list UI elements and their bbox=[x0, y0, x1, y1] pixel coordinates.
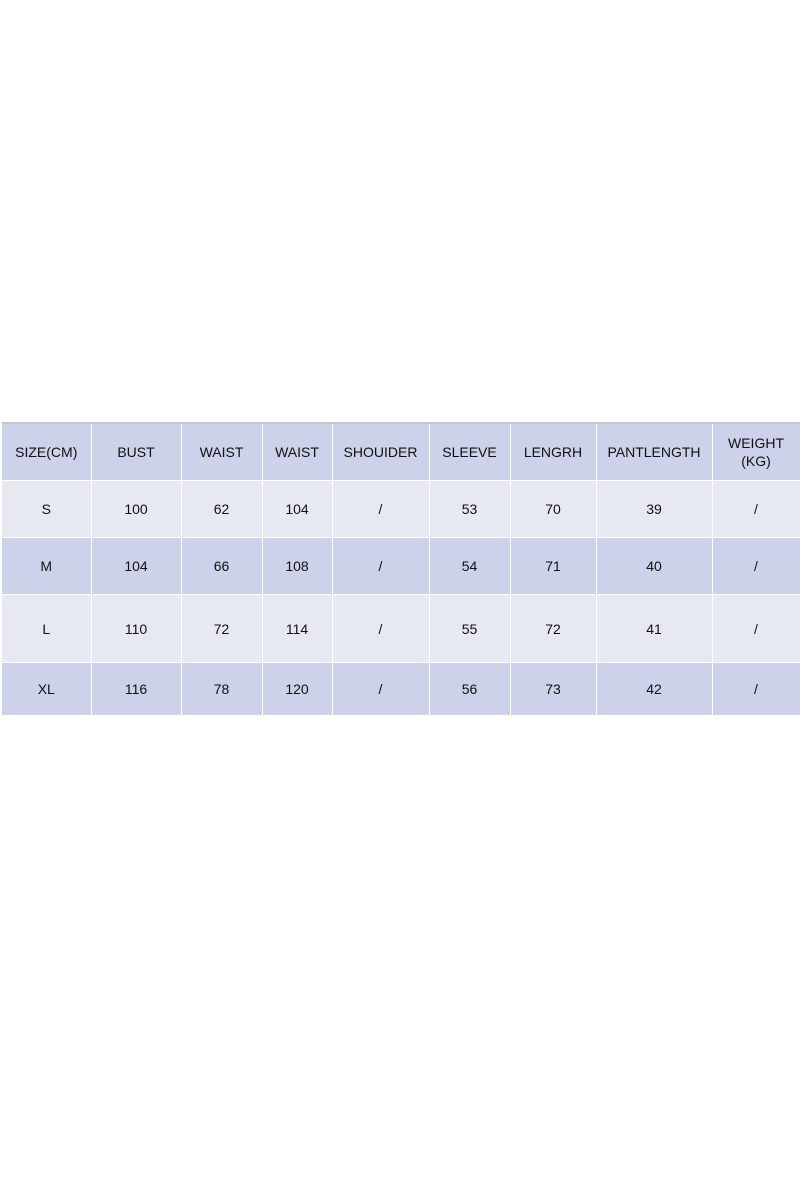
header-cell: SLEEVE bbox=[429, 423, 510, 481]
header-cell: SIZE(CM) bbox=[2, 423, 91, 481]
table-cell: 120 bbox=[262, 663, 332, 716]
table-cell: S bbox=[2, 481, 91, 538]
header-cell: BUST bbox=[91, 423, 181, 481]
table-cell: 114 bbox=[262, 595, 332, 663]
table-cell: 39 bbox=[596, 481, 712, 538]
table-row bbox=[2, 538, 800, 595]
header-cell: SHOUIDER bbox=[332, 423, 429, 481]
table-cell: 72 bbox=[510, 595, 596, 663]
table-cell: 104 bbox=[262, 481, 332, 538]
table-cell: 71 bbox=[510, 538, 596, 595]
header-row bbox=[2, 423, 800, 481]
table-cell: / bbox=[712, 595, 800, 663]
table-cell: 54 bbox=[429, 538, 510, 595]
header-cell: LENGRH bbox=[510, 423, 596, 481]
table-cell: 78 bbox=[181, 663, 262, 716]
table-cell: / bbox=[712, 538, 800, 595]
table-cell: / bbox=[332, 595, 429, 663]
table-cell: 70 bbox=[510, 481, 596, 538]
table-cell: 53 bbox=[429, 481, 510, 538]
table-row bbox=[2, 663, 800, 716]
table-cell: / bbox=[712, 481, 800, 538]
table-cell: 66 bbox=[181, 538, 262, 595]
table-cell: M bbox=[2, 538, 91, 595]
table-cell: L bbox=[2, 595, 91, 663]
size-chart-table bbox=[2, 422, 800, 716]
table-cell: 73 bbox=[510, 663, 596, 716]
table-cell: 40 bbox=[596, 538, 712, 595]
table-cell: 72 bbox=[181, 595, 262, 663]
table-cell: 42 bbox=[596, 663, 712, 716]
table-cell: 108 bbox=[262, 538, 332, 595]
table-cell: 100 bbox=[91, 481, 181, 538]
table-row bbox=[2, 595, 800, 663]
header-cell: PANTLENGTH bbox=[596, 423, 712, 481]
table-cell: XL bbox=[2, 663, 91, 716]
table-cell: 62 bbox=[181, 481, 262, 538]
table-cell: / bbox=[712, 663, 800, 716]
table-cell: 104 bbox=[91, 538, 181, 595]
table-cell: 41 bbox=[596, 595, 712, 663]
table-cell: 55 bbox=[429, 595, 510, 663]
header-cell: WEIGHT (KG) bbox=[712, 423, 800, 481]
table-cell: 116 bbox=[91, 663, 181, 716]
table-cell: / bbox=[332, 481, 429, 538]
table-row bbox=[2, 481, 800, 538]
table-cell: 56 bbox=[429, 663, 510, 716]
table-cell: / bbox=[332, 538, 429, 595]
header-cell: WAIST bbox=[262, 423, 332, 481]
header-cell: WAIST bbox=[181, 423, 262, 481]
table-cell: 110 bbox=[91, 595, 181, 663]
table-cell: / bbox=[332, 663, 429, 716]
